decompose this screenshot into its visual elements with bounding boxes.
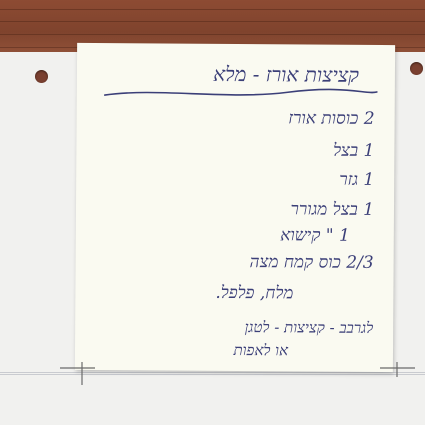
instruction-line: לגרבב - קציצות - לטגן bbox=[244, 318, 374, 337]
ingredient-line: 1 בצל מגורר bbox=[290, 199, 375, 220]
instruction-line: או לאפות bbox=[233, 340, 289, 360]
recipe-title: קציצות אורז - מלא bbox=[213, 61, 360, 87]
ingredient-line: 1 בצל bbox=[333, 140, 375, 161]
ingredient-line: מלח, פלפל. bbox=[215, 282, 294, 304]
ingredient-line: 2 כוסות אורז bbox=[288, 108, 375, 129]
ingredient-line: 1 " קישוא bbox=[280, 225, 350, 246]
ingredient-line: 1 גזר bbox=[339, 169, 375, 190]
ingredient-line: 2/3 כוס קמח מצה bbox=[249, 252, 374, 273]
